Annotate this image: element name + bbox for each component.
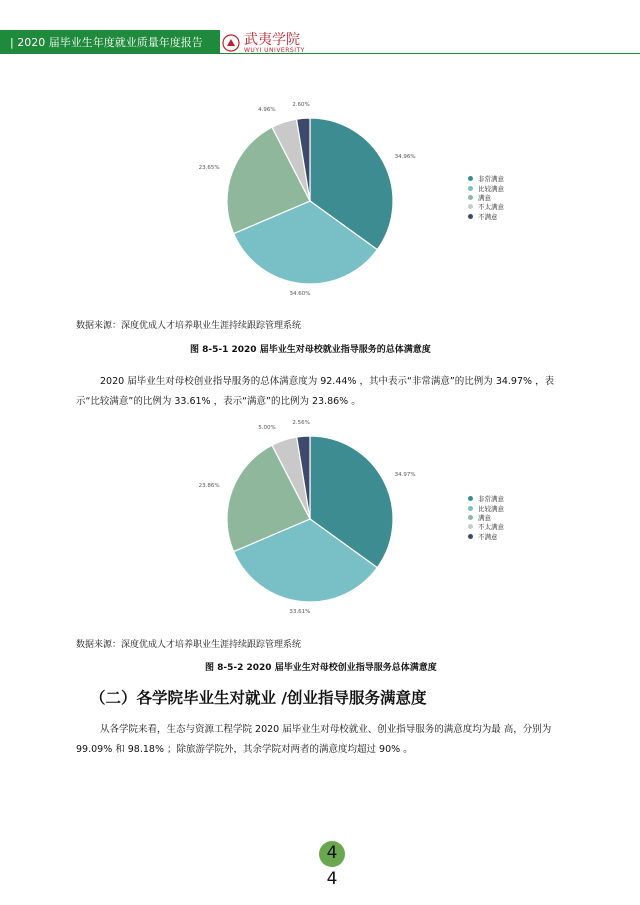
legend-label: 满意 [478,513,491,522]
page-number [317,840,347,892]
legend-label: 比较满意 [478,184,504,193]
legend-swatch [468,204,473,209]
chart-legend [468,494,504,541]
legend-item [468,494,504,503]
slice-value-label: 23.65% [198,164,220,171]
legend-label: 非常满意 [478,495,504,504]
legend-item [468,532,504,541]
slice-value-label: 34.60% [289,291,311,298]
slice-value-label: 33.61% [289,609,311,616]
data-source-1: 数据来源：深度优成人才培养职业生涯持续跟踪管理系统 [76,321,302,331]
legend-swatch [468,214,473,219]
pie-chart-svg [150,418,470,618]
legend-item [468,522,504,531]
legend-item [468,174,504,183]
university-logo [222,32,305,54]
section-heading: （二）各学院毕业生对就业 /创业指导服务满意度 [90,689,427,707]
page-number-text: 4 4 [326,843,338,889]
legend-label: 满意 [478,193,491,202]
header-bar [0,30,220,54]
legend-label: 不满意 [478,532,498,541]
slice-value-label: 4.96% [258,106,276,113]
paragraph-college: 从各学院来看，生态与资源工程学院 2020 届毕业生对母校就业、创业指导服务的满意度均为最 高，分别为 99.09% 和 98.18% ；除旅游学院外，其余学院对两者的满意度均超过 90% 。 [76,724,552,755]
logo-text: 武夷学院 [244,31,300,48]
slice-value-label: 5.00% [258,424,276,431]
legend-swatch [468,534,473,539]
legend-item [468,193,504,202]
legend-item [468,503,504,512]
legend-item [468,513,504,522]
slice-value-label: 34.97% [394,471,416,478]
legend-swatch [468,195,473,200]
paragraph-summary: 2020 届毕业生对母校创业指导服务的总体满意度为 92.44% ，其中表示“非常满意”的比例为 34.97% ，表示“比较满意”的比例为 33.61% ，表示“满意”的比例为 23.86% 。 [76,376,555,407]
legend-swatch [468,186,473,191]
data-source-2: 数据来源：深度优成人才培养职业生涯持续跟踪管理系统 [76,640,302,650]
page-header [0,30,640,54]
header-rule [0,53,640,54]
legend-label: 非常满意 [478,175,504,184]
legend-label: 不满意 [478,212,498,221]
legend-item [468,212,504,221]
slice-value-label: 34.96% [394,153,416,160]
legend-swatch [468,515,473,520]
legend-swatch [468,176,473,181]
slice-value-label: 2.60% [292,102,310,109]
legend-swatch [468,506,473,511]
header-title: | 2020 届毕业生年度就业质量年度报告 [10,36,203,49]
logo-text-en: WUYI UNIVERSITY [244,46,305,54]
legend-item [468,183,504,192]
slice-value-label: 23.86% [198,482,220,489]
figure-caption-2: 图 8-5-2 2020 届毕业生对母校创业指导服务总体满意度 [205,663,437,673]
chart-legend [468,174,504,221]
pie-chart-entrepreneurship-guidance [150,418,530,618]
pie-chart-employment-guidance [150,100,530,300]
pie-chart-svg [150,100,470,300]
slice-value-label: 2.56% [292,420,310,427]
legend-swatch [468,496,473,501]
legend-label: 不太满意 [478,203,504,212]
legend-swatch [468,524,473,529]
legend-label: 不太满意 [478,523,504,532]
legend-item [468,202,504,211]
legend-label: 比较满意 [478,504,504,513]
emblem-icon [222,34,240,52]
figure-caption-1: 图 8-5-1 2020 届毕业生对母校就业指导服务的总体满意度 [190,345,431,355]
